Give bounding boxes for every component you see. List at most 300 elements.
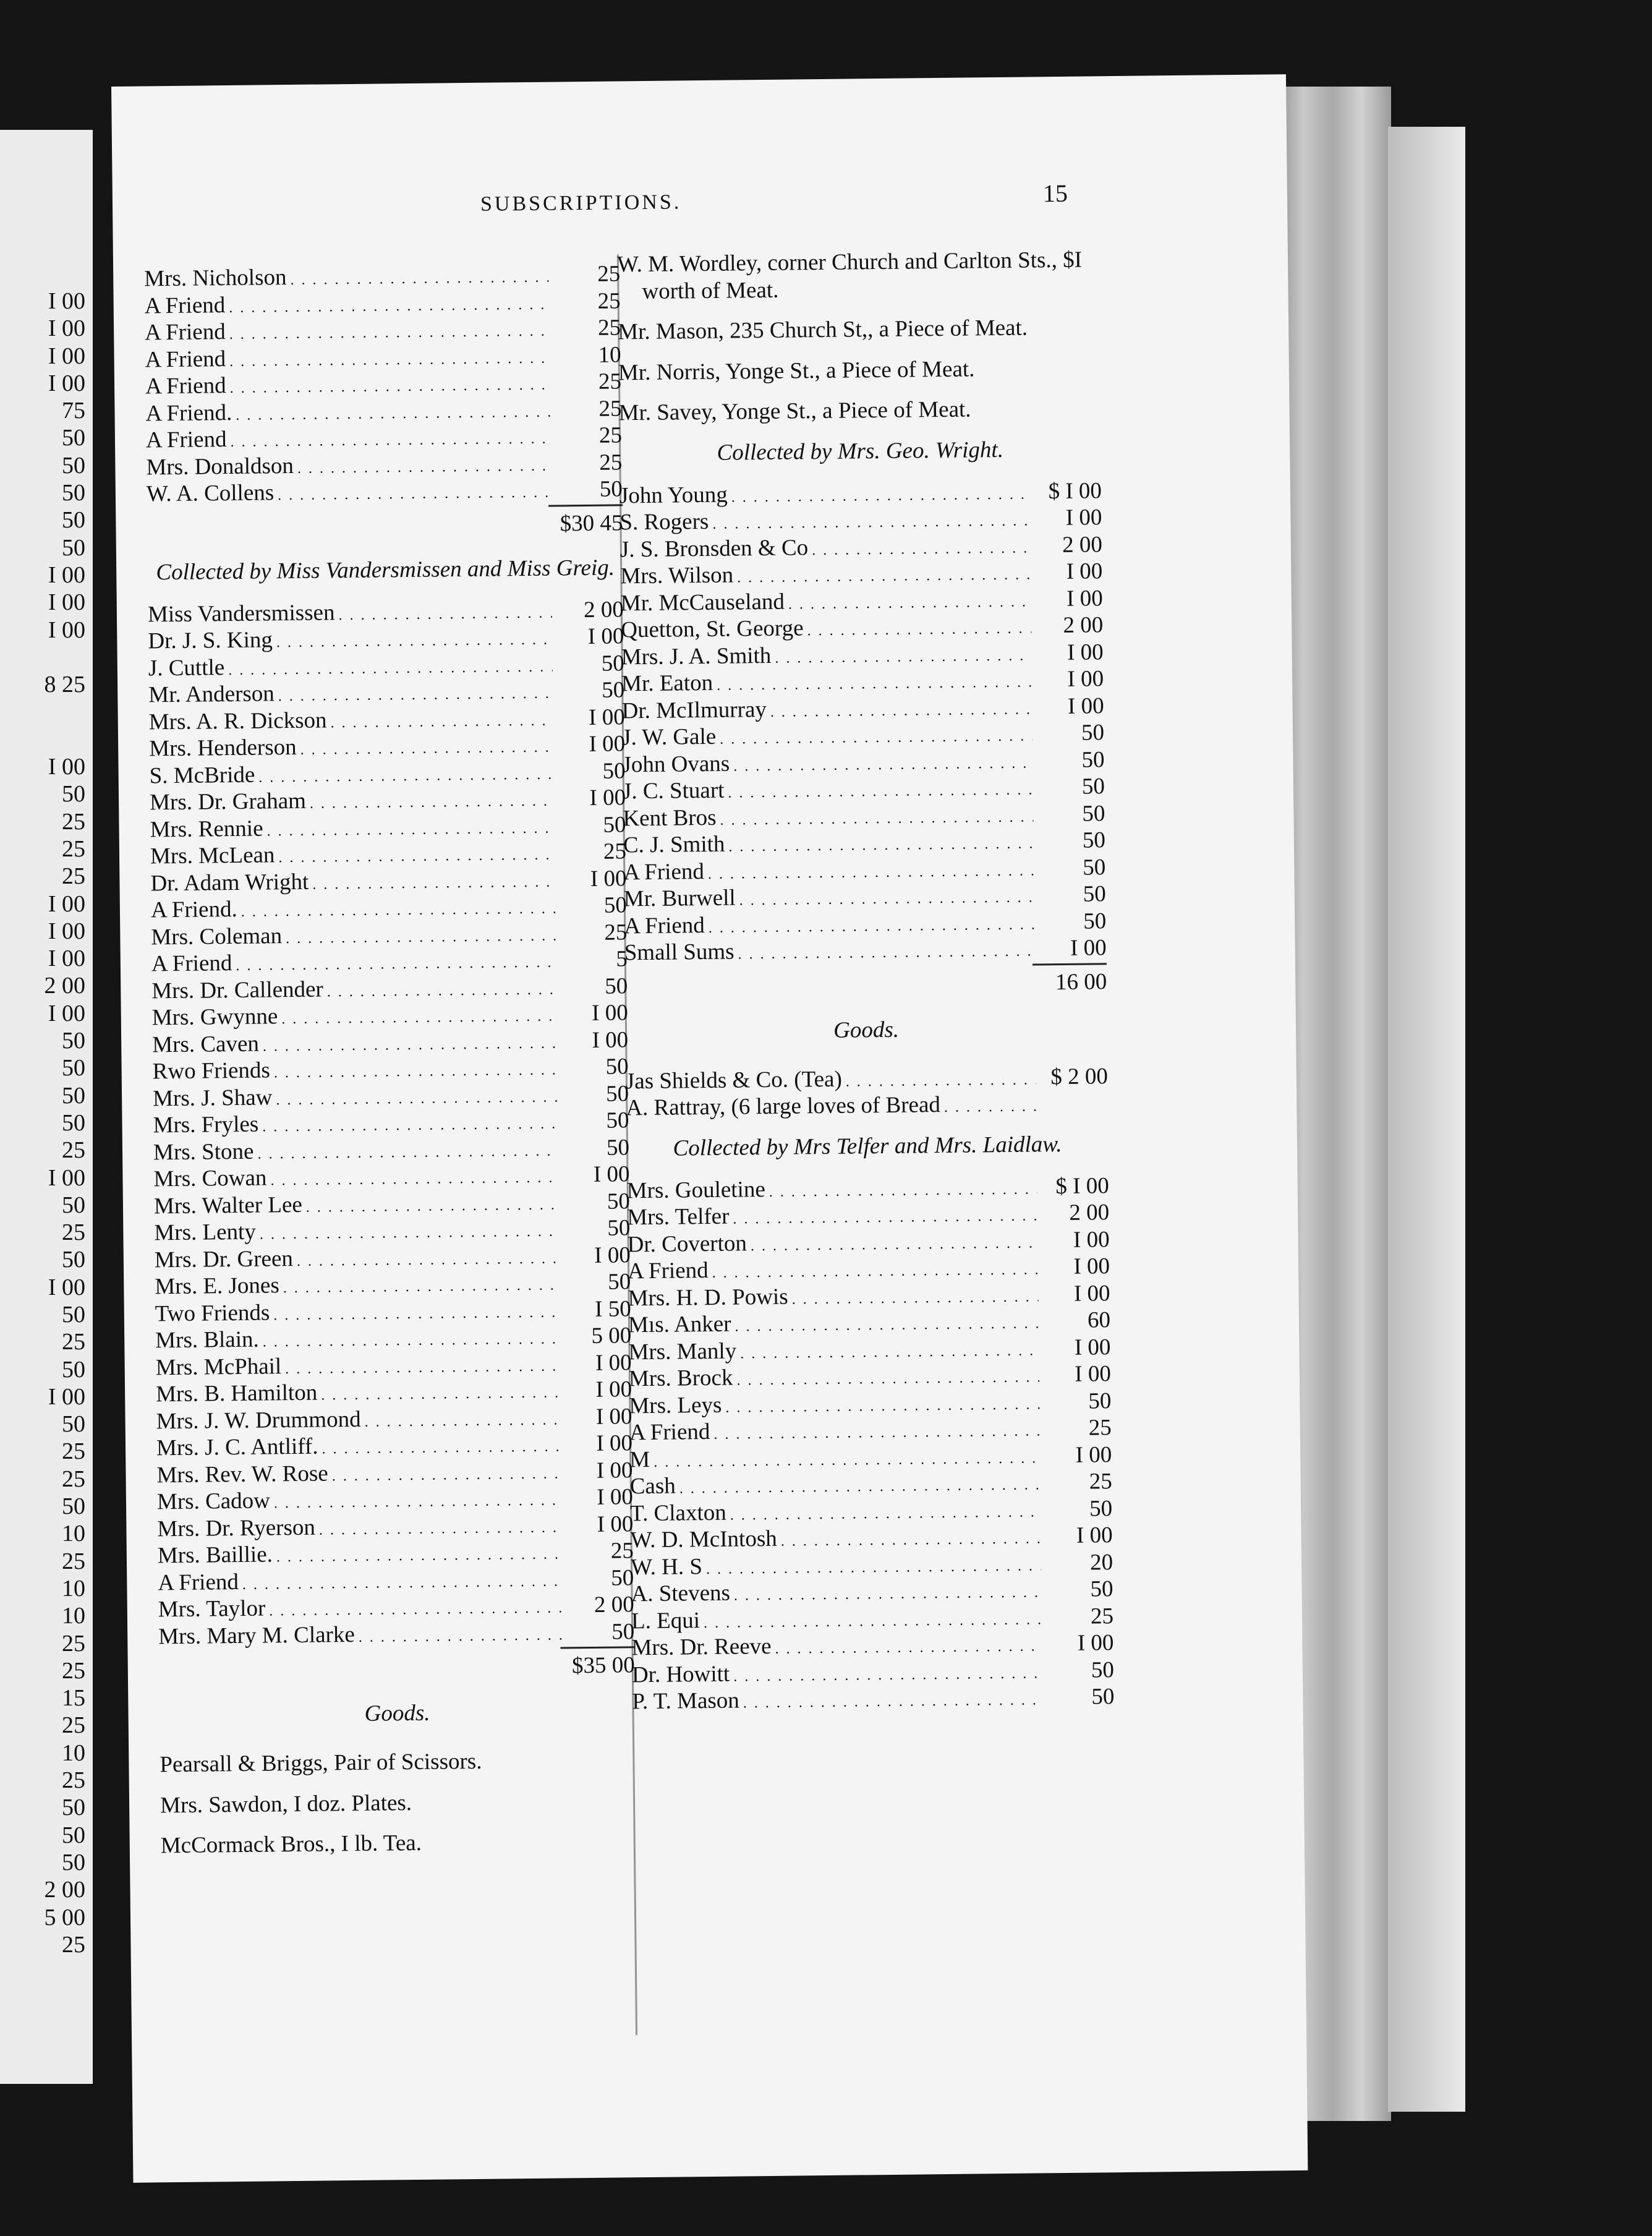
entry-name: Dr. McIlmurray [621,696,767,723]
dot-leader [274,1054,557,1084]
section-title: Collected by Mrs Telfer and Mrs. Laidlaw. [673,1131,1062,1161]
entry-amount: I 00 [1073,1226,1110,1253]
previous-page-amount: 25 [62,1329,85,1355]
dot-leader [229,342,550,372]
previous-page-amount: I 00 [48,315,85,342]
entry-name: Mrs. Donaldson [146,453,294,480]
section1-total: 16 00 [1055,968,1107,995]
previous-page-amount: 25 [62,808,85,835]
entry-name: A Friend [145,427,227,453]
dot-leader [812,532,1031,561]
entry-name: A Friend [145,373,226,399]
dot-leader [770,693,1032,722]
entry-name: C. J. Smith [623,831,725,858]
entry-amount: 50 [1090,1576,1113,1602]
entry-name: Mrs. Cadow [156,1488,271,1515]
dot-leader [230,423,550,453]
entry-amount: $ I 00 [1055,1172,1109,1199]
entry-name: Mr. McCauseland [620,589,785,616]
dot-leader [297,1242,559,1271]
previous-page-amount: 15 [62,1685,85,1712]
previous-page-amount: 5 00 [44,1904,85,1931]
previous-page-amount: 50 [62,1411,85,1438]
previous-page-amounts [45,288,86,1958]
entry-name: Mrs. J. W. Drummond [156,1406,361,1434]
entry-name: Mrs. Walter Lee [153,1192,303,1219]
dot-leader [725,1388,1039,1418]
entry-amount: 25 [1088,1415,1112,1441]
previous-page-amount: 25 [62,1219,85,1246]
entry-amount: 25 [603,839,627,864]
entry-amount: 50 [602,757,626,784]
dot-leader [769,1173,1037,1203]
entry-name: Mr. Burwell [623,885,736,912]
entry-amount: I 00 [1073,1253,1110,1279]
entry-name: Mrs. McPhail [155,1353,282,1380]
previous-page-amount: 50 [62,425,85,451]
entry-amount: $ I 00 [1048,477,1102,504]
entry-amount: I 00 [1077,1630,1114,1656]
dot-leader [285,1350,560,1380]
dot-leader [709,908,1035,939]
entry-amount: 50 [1082,827,1106,853]
entry-name: Mrs. B. Hamilton [155,1380,318,1407]
dot-leader [312,866,555,895]
entry-name: J. Cuttle [148,654,225,681]
entry-amount: 50 [1083,908,1107,934]
dot-leader [310,785,555,814]
previous-page-amount: I 00 [48,589,85,616]
entry-amount: 50 [1081,774,1105,800]
previous-page-amount: I 00 [48,1164,85,1191]
left-column [144,260,637,1859]
entry-name: Mrs. Nicholson [144,265,287,292]
entry-amount: 50 [608,1269,631,1295]
dot-leader [321,1431,561,1460]
entry-amount: 5 [616,946,628,972]
previous-page-amount: 25 [62,863,85,890]
previous-page-amount: 50 [62,1493,85,1520]
previous-page-amount: 50 [62,1822,85,1848]
entry-amount [1040,1110,1108,1111]
entry-amount: I 00 [590,865,627,892]
dot-leader [229,315,549,345]
dot-leader [263,1323,560,1353]
dot-leader [717,666,1032,696]
entry-amount: 50 [1091,1657,1115,1683]
meat-entries [617,246,1101,427]
right-goods [626,1063,1109,1122]
entry-amount: 25 [598,395,622,422]
dot-leader [740,1334,1039,1364]
entry-name: Mrs. Dr. Green [154,1245,294,1273]
entry-amount: 25 [598,422,623,448]
previous-page-amount: 10 [62,1521,85,1547]
previous-page-amount: I 00 [48,343,85,369]
entry-name: W. H. S [630,1553,703,1580]
page-header: SUBSCRIPTIONS. [480,190,682,216]
dot-leader [781,1522,1041,1551]
entry-amount: I 00 [1067,666,1104,692]
dot-leader [236,947,556,976]
dot-leader [263,1027,557,1057]
entry-name: Mrs. Gouletine [626,1176,765,1203]
dot-leader [791,1281,1038,1310]
list-item: Mrs. Sawdon, I doz. Plates. [160,1790,412,1818]
entry-name: Mrs. Dr. Reeve [631,1633,772,1661]
entry-amount: 10 [598,341,621,368]
entry-name: Mrs. Manly [628,1338,737,1365]
previous-page-amount: 2 00 [44,973,85,999]
dot-leader [258,758,554,788]
previous-page-amount: 75 [62,398,85,424]
entry-name: Jas Shields & Co. (Tea) [625,1066,842,1094]
dot-leader [278,678,553,707]
entry-amount: I 00 [1076,1522,1113,1548]
dot-leader [286,920,556,949]
entry-amount: 2 00 [594,1592,634,1618]
entry-amount: 25 [610,1538,634,1564]
entry-amount: 2 00 [1063,612,1104,638]
entry-name: Mrs. Gwynne [151,1004,278,1031]
dot-leader [338,597,552,626]
entry-name: J. S. Bronsden & Co [620,534,809,562]
entry-amount: 25 [597,288,621,314]
entry-amount: I 00 [595,1349,632,1376]
previous-page-amount: 25 [62,1767,85,1794]
previous-page-amount: 50 [62,1055,85,1082]
entry-amount: I 00 [591,1000,628,1026]
entry-name: Dr. Adam Wright [150,869,309,896]
entry-amount: 50 [1091,1684,1115,1710]
entry-name: Mrs. J. A. Smith [621,642,772,670]
entry-amount: I 50 [594,1295,631,1322]
entry-amount: 25 [1089,1469,1112,1495]
previous-page-amount: I 00 [48,617,85,643]
entry-amount: I 00 [1073,1280,1110,1307]
entry-name: Mrs. H. D. Powis [628,1284,788,1311]
previous-page-amount: 25 [62,1137,85,1164]
dot-leader [944,1090,1037,1118]
entry-name: Mr. Anderson [148,681,275,708]
section2-entries [627,1172,1115,1715]
entry-name: P. T. Mason [632,1688,739,1715]
entry-amount: I 00 [1074,1334,1111,1360]
entry-amount: I 00 [1067,693,1104,719]
dot-leader [266,812,554,842]
entry-amount: I 00 [588,704,625,730]
previous-page-amount: 50 [62,1301,85,1328]
entry-name: Mrs. Dr. Graham [149,788,307,816]
entry-name: A Friend [629,1419,710,1446]
entry-amount: 25 [604,919,628,945]
entry-name: Mrs. Coleman [151,923,283,950]
dot-leader [276,1538,562,1568]
entry-amount: I 00 [596,1430,633,1456]
entry-name: A. Rattray, (6 large loves of Bread [626,1092,941,1121]
previous-page-amount: 25 [62,1466,85,1492]
entry-name: Mrs. J. Shaw [152,1084,273,1111]
entry-name: Mrs. E. Jones [155,1273,279,1300]
entry-amount: 2 00 [1069,1200,1110,1226]
dot-leader [712,505,1031,534]
entry-name: A Friend [623,858,705,885]
entry-name: Mrs. McLean [150,842,275,869]
entry-amount: 50 [603,892,628,918]
previous-page-amount: 8 25 [44,672,85,698]
entry-name: John Ovans [622,751,730,777]
entry-name: L. Equi [631,1607,700,1634]
entry-amount: I 00 [589,785,626,811]
entry-amount: 25 [1090,1603,1114,1629]
entry-name: Mrs. Wilson [620,562,734,589]
entry-name: A Friend [144,319,226,346]
dot-leader [241,893,555,923]
previous-page-amount [45,698,86,725]
entry-amount: 60 [1087,1307,1111,1333]
previous-page-amount: 50 [62,1192,85,1218]
dot-leader [242,1565,563,1595]
left-top-total: $30 45 [560,510,623,536]
previous-page-amount: I 00 [48,370,85,396]
previous-page-amount: I 00 [48,561,85,588]
entry-amount: I 00 [595,1376,632,1402]
dot-leader [788,586,1031,615]
entry-amount: I 00 [1066,585,1103,612]
entry-name: Small Sums [624,939,734,966]
dot-leader [775,639,1032,668]
entry-amount: I 00 [1067,639,1104,665]
goods-title: Goods. [364,1700,430,1726]
list-item [624,934,1106,967]
entry-amount: I 00 [1065,505,1102,531]
previous-page-amount: 25 [62,1630,85,1657]
dot-leader [319,1511,562,1540]
dot-leader [228,651,553,680]
previous-page-amount: I 00 [48,288,85,314]
entry-name: A Friend [145,346,226,372]
goods-title: Goods. [833,1017,900,1043]
dot-leader [274,1485,561,1514]
book-page [111,74,1308,2183]
entry-amount: 50 [1081,720,1105,746]
dot-leader [278,477,551,506]
entry-amount: 50 [603,811,626,838]
dot-leader [270,1162,558,1192]
list-item [632,1683,1114,1715]
right-column [617,246,1115,1715]
previous-page-amount: 25 [62,835,85,862]
dot-leader [720,801,1033,830]
list-item: Pearsall & Briggs, Pair of Scissors. [160,1748,482,1778]
entry-name: J. C. Stuart [622,777,725,804]
entry-name: Mrs. Mary M. Clarke [158,1621,355,1649]
entry-amount: I 00 [593,1161,630,1187]
list-item: Mr. Mason, 235 Church St,, a Piece of Meat. [617,315,1028,345]
entry-amount: 50 [1081,746,1105,773]
dot-leader [846,1064,1037,1092]
entry-amount: I 00 [587,623,624,649]
entry-name: Mrs. J. C. Antliff. [156,1433,318,1461]
dot-leader [733,1657,1042,1687]
dot-leader [236,396,550,425]
entry-amount: 50 [611,1618,635,1645]
entry-amount: 50 [1089,1495,1113,1522]
entry-name: Mrs. Fryles [153,1111,259,1138]
left-entries [148,596,635,1650]
entry-name: Mrs. Blain. [155,1326,259,1354]
dot-leader [273,1296,560,1326]
entry-name: S. Rogers [620,508,709,536]
previous-page-amount: 10 [62,1575,85,1602]
entry-name: Mrs. Lenty [154,1219,257,1246]
dot-leader [331,1457,561,1487]
entry-amount: 25 [597,261,621,287]
dot-leader [739,881,1034,911]
previous-page-amount: 50 [62,534,85,561]
entry-name: Kent Bros [623,804,717,831]
entry-name: T. Claxton [629,1500,726,1526]
previous-page [0,130,93,2084]
dot-leader [359,1619,563,1647]
dot-leader [229,369,550,399]
list-item: Mr. Norris, Yonge St., a Piece of Meat. [618,356,975,385]
entry-amount: 25 [597,315,621,341]
entry-amount: 2 00 [583,596,624,623]
entry-amount: I 00 [592,1026,629,1053]
dot-leader [737,558,1031,588]
entry-amount: I 00 [1075,1361,1112,1387]
dot-leader [734,1307,1039,1337]
entry-name: Cash [629,1473,676,1500]
left-total: $35 00 [571,1652,635,1679]
previous-page-amount [45,644,86,671]
entry-name: A Friend [624,912,705,939]
entry-name: A. Stevens [631,1580,731,1607]
entry-name: Mrs. Dr. Callender [151,976,323,1004]
previous-page-amount: I 00 [48,754,85,780]
dot-leader [720,720,1032,749]
entry-name: Mrs. Rennie [150,815,263,842]
entry-amount: I 00 [594,1242,631,1268]
dot-leader [276,624,553,654]
previous-page-amount: 50 [62,781,85,808]
dot-leader [306,1188,559,1218]
previous-page-amount: I 00 [48,890,85,917]
dot-leader [728,774,1033,803]
entry-name: Rwo Friends [152,1057,271,1085]
previous-page-amount: 25 [62,1548,85,1574]
entry-amount: I 00 [597,1484,634,1510]
dot-leader [733,747,1033,777]
entry-name: Mıs. Anker [628,1311,731,1338]
entry-name: M [629,1446,650,1472]
previous-page-amount: 50 [62,1356,85,1383]
previous-page-amount: 25 [62,1438,85,1465]
previous-page-amount: I 00 [48,1274,85,1300]
dot-leader [751,1227,1038,1257]
entry-amount: 50 [602,677,625,703]
previous-page-amount: 50 [62,1109,85,1136]
list-item: McCormack Bros., I lb. Tea. [160,1830,422,1859]
book-back-cover [1388,127,1465,2112]
section-title: Collected by Mrs. Geo. Wright. [717,437,1004,466]
entry-name: Mrs. Dr. Ryerson [157,1514,316,1542]
previous-page-amount: I 00 [48,1383,85,1410]
entry-amount: 2 00 [1062,531,1103,558]
entry-name: A Friend [158,1569,239,1595]
entry-amount: 50 [607,1188,631,1214]
left-goods [160,1746,637,1859]
entry-name: Mrs. A. R. Dickson [148,707,327,735]
dot-leader [730,1496,1041,1526]
list-item [147,476,623,508]
previous-page-amount [45,726,86,753]
entry-amount: 50 [1083,881,1106,907]
entry-amount: 50 [1083,854,1106,881]
entry-amount: 5 00 [591,1323,632,1349]
entry-name: Quetton, St. George [621,615,804,643]
dot-leader [257,1135,558,1164]
entry-name: Mrs. Cowan [153,1165,267,1192]
previous-page-amount: 25 [62,1657,85,1684]
dot-leader [743,1684,1043,1713]
entry-name: Mr. Eaton [621,670,713,697]
entry-name: S. McBride [149,762,255,788]
previous-page-amount: 10 [62,1603,85,1629]
previous-page-amount: 10 [62,1739,85,1766]
entry-name: Mrs. Rev. W. Rose [156,1460,328,1488]
dot-leader [654,1442,1041,1473]
page-number: 15 [1042,179,1068,208]
entry-amount: I 00 [595,1403,632,1430]
dot-leader [734,1576,1042,1606]
previous-page-amount: 50 [62,452,85,479]
dot-leader [713,1415,1040,1445]
dot-leader [327,973,556,1002]
entry-amount: 50 [601,650,625,676]
list-item [626,1090,1108,1122]
previous-page-amount: 25 [62,1931,85,1958]
dot-leader [269,1592,563,1621]
entry-amount: 50 [611,1564,634,1591]
entry-name: Dr. Coverton [627,1230,747,1257]
dot-leader [278,839,555,869]
entry-amount: 20 [1089,1549,1113,1576]
previous-page-amount: 50 [62,1028,85,1054]
dot-leader [297,450,551,479]
dot-leader [276,1081,557,1111]
entry-name: Mrs. Caven [152,1031,260,1057]
entry-amount: I 00 [596,1457,633,1483]
dot-leader [731,478,1031,508]
entry-name: Dr. Howitt [631,1661,730,1688]
dot-leader [712,1253,1038,1284]
previous-page-amount: 2 00 [44,1877,85,1903]
entry-amount: 50 [1082,800,1105,827]
dot-leader [775,1630,1042,1660]
list-item: W. M. Wordley, corner Church and Carlton Sts., $I worth of Meat. [616,247,1083,304]
entry-name: Mrs. Telfer [626,1203,730,1231]
dot-leader [736,1361,1039,1391]
list-item: Mr. Savey, Yonge St., a Piece of Meat. [618,396,971,426]
previous-page-amount: 25 [62,1712,85,1739]
previous-page-amount: I 00 [48,945,85,972]
dot-leader [704,1603,1042,1634]
dot-leader [728,827,1034,857]
entry-name: W. A. Collens [146,480,275,507]
previous-page-amount: I 00 [48,918,85,944]
